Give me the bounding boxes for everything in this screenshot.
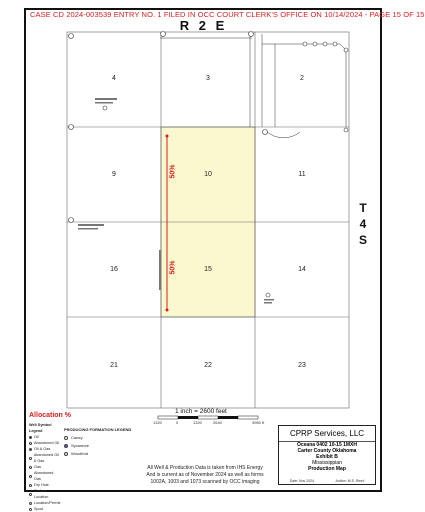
producing-legend-title: PRODUCING FORMATION LEGEND [64, 427, 132, 432]
map-type: Production Map [308, 466, 346, 472]
legend-item: Woodford [64, 450, 131, 458]
abandoned-gas-icon [29, 475, 32, 478]
section-15: 15 [204, 266, 212, 273]
section-2: 2 [300, 75, 304, 82]
dry-hole-icon [29, 484, 32, 487]
legend-item: Oil [29, 434, 61, 440]
section-10: 10 [204, 171, 212, 178]
legend-item: Oil & Gas [29, 446, 61, 452]
exhibit-label: Exhibit B [316, 454, 338, 460]
section-22: 22 [204, 362, 212, 369]
road-lines [160, 32, 346, 138]
scale-tick: 3960 ft [252, 420, 265, 425]
section-23: 23 [298, 362, 306, 369]
company-name: CPRP Services, LLC [279, 426, 375, 442]
scale-tick: 2640 [213, 420, 222, 425]
scale-tick: 0 [176, 420, 179, 425]
scale-bar [158, 416, 258, 419]
abandoned-oil-icon [29, 442, 32, 445]
gas-icon [29, 466, 32, 469]
surface-location-icon [29, 493, 32, 496]
section-11: 11 [298, 171, 306, 178]
legend-item: Location/Permit [29, 500, 61, 506]
case-header: CASE CD 2024-003539 ENTRY NO. 1 FILED IN OCC COURT CLERK'S OFFICE ON 10/14/2024 - PAGE 15 OF 15 [30, 10, 425, 19]
woodford-icon [64, 452, 68, 456]
well-legend-title: Well Symbol Legend [29, 423, 52, 433]
caney-icon [64, 436, 68, 440]
legend-item: Gas [29, 464, 61, 470]
abandoned-oil-gas-icon [29, 457, 32, 460]
legend-item: Spud [29, 506, 61, 512]
legend-item: Caney [64, 434, 131, 442]
location-permit-icon [29, 502, 32, 505]
scale-tick: 1320 [193, 420, 202, 425]
oil-gas-icon [29, 448, 32, 451]
scale-label: 1 inch = 2600 feet [175, 408, 227, 415]
title-block [278, 425, 376, 485]
title-block-footer: Date: Nov 2024 Author: M.S. Reed [289, 479, 365, 483]
legend-item: Abandoned Gas [29, 470, 61, 482]
spud-icon [29, 508, 32, 511]
section-3: 3 [206, 75, 210, 82]
county-name: Carter County Oklahoma [297, 448, 357, 454]
oil-icon [29, 436, 32, 439]
section-4: 4 [112, 75, 116, 82]
well-name: Oceana 0402 10-15 1MXH [296, 442, 358, 448]
legend-item: Abandoned Oil [29, 440, 61, 446]
legend-item: Dry Hole [29, 482, 61, 488]
formation-label: Mississippian [312, 460, 342, 466]
allocation-title: Allocation % [29, 412, 72, 419]
sycamore-icon [64, 444, 68, 448]
range-label: R 2 E [179, 18, 228, 33]
legend-item: Surface Location [29, 488, 61, 500]
allocation-pct-upper: 50% [169, 164, 177, 179]
data-source-note: All Well & Production Data is taken from IHS Energy And is current as of November 2024 as well as forms 1002A, 1003 and 1073 scanned by OCC imaging [146, 465, 264, 485]
legend-item: Abandoned Oil & Gas [29, 452, 61, 464]
section-14: 14 [298, 266, 306, 273]
allocation-pct-lower: 50% [169, 260, 177, 275]
section-16: 16 [110, 266, 118, 273]
section-9: 9 [112, 171, 116, 178]
well-symbol-legend [29, 422, 61, 512]
scale-tick: 1320 [153, 420, 162, 425]
producing-formation-legend [64, 426, 131, 458]
township-label: T 4 S [358, 201, 367, 247]
legend-item: Sycamore [64, 442, 131, 450]
section-21: 21 [110, 362, 118, 369]
